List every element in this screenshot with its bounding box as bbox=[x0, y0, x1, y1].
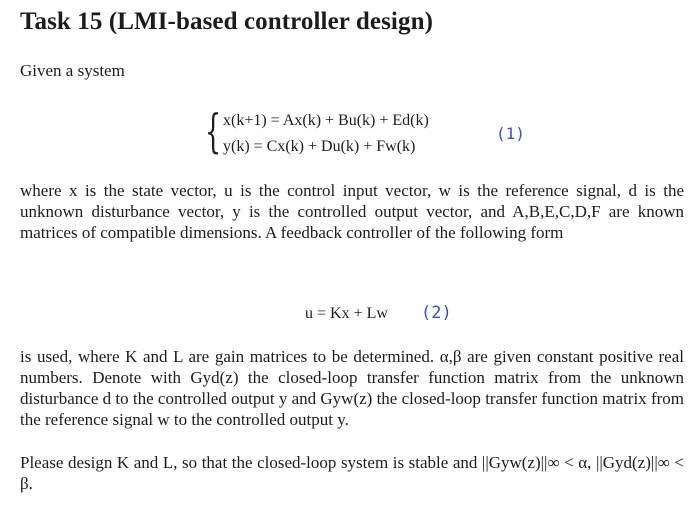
control-law-equation: u = Kx + Lw bbox=[305, 305, 388, 322]
task-title: Task 15 (LMI-based controller design) bbox=[20, 8, 434, 35]
left-brace: { bbox=[205, 104, 222, 158]
equation-label-1: (1) bbox=[496, 124, 525, 143]
system-equations bbox=[205, 104, 545, 168]
paragraph-gains: is used, where K and L are gain matrices to be determined. α,β are given constant positive real numbers. Denote with Gyd(z) the closed-loop transfer function matrix from the unknown disturbance d to the controlled output y and Gyw(z) the closed-loop transfer function matrix from the reference signal w to the controlled output y. bbox=[20, 347, 684, 429]
equation-label-2: (2) bbox=[421, 303, 452, 323]
given-text: Given a system bbox=[20, 61, 125, 80]
paragraph-task: Please design K and L, so that the closed-loop system is stable and ||Gyw(z)||∞ < α, ||Gyd(z)||∞ < β. bbox=[20, 453, 684, 493]
paragraph-definitions: where x is the state vector, u is the control input vector, w is the reference signal, d is the unknown disturbance vector, y is the controlled output vector, and A,B,E,C,D,F are known matrices of compatible dimensions. A feedback controller of the following form bbox=[20, 181, 684, 242]
output-equation: y(k) = Cx(k) + Du(k) + Fw(k) bbox=[223, 138, 416, 155]
state-equation: x(k+1) = Ax(k) + Bu(k) + Ed(k) bbox=[223, 112, 429, 129]
